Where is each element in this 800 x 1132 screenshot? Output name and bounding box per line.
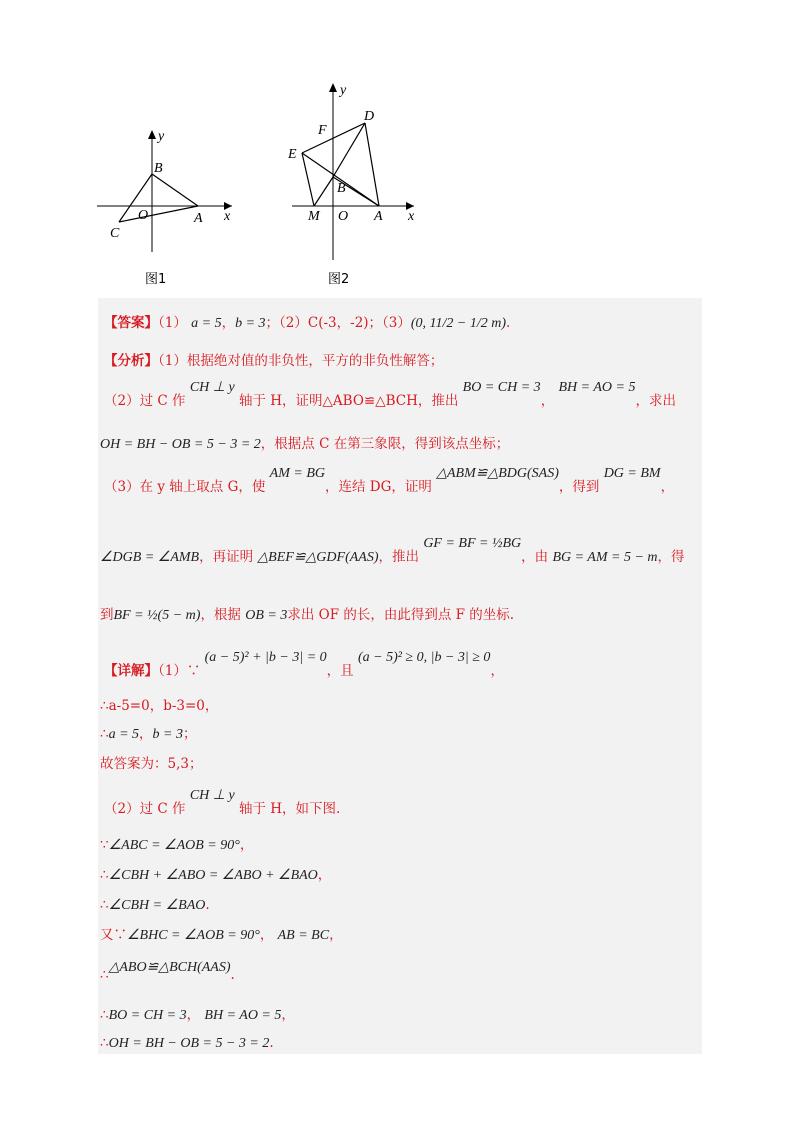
detail-line-10	[100, 960, 235, 985]
analysis-line-1	[104, 352, 443, 370]
analysis-tag: 【分析】	[104, 353, 158, 369]
detail-text-9b: ，	[259, 927, 274, 943]
figure-1	[92, 122, 242, 252]
analysis-text-5c: ，由	[521, 549, 549, 565]
detail-line-5	[104, 788, 341, 819]
analysis-math-2c: BH = AO = 5	[558, 380, 636, 395]
detail-text-6a: ∵	[100, 837, 109, 853]
analysis-math-4b: △ABM≌△BDG(SAS)	[436, 466, 559, 481]
detail-math-6: ∠ABC = ∠AOB = 90°	[108, 838, 240, 853]
analysis-text-2b: 轴于 H，证明△ABO≌△BCH，推出	[238, 393, 459, 409]
fig2-b-label: B	[337, 181, 346, 196]
analysis-line-4	[104, 466, 675, 497]
detail-math-3a: a = 5	[108, 727, 140, 742]
figure-2	[282, 80, 422, 260]
detail-line-1	[104, 650, 504, 681]
analysis-text-4d: ，	[660, 479, 675, 495]
analysis-line-3	[100, 435, 509, 454]
detail-math-12: OH = BH − OB = 5 − 3 = 2	[108, 1036, 270, 1051]
detail-text-11c: ，	[281, 1007, 295, 1023]
detail-text-11b: ，	[186, 1007, 201, 1023]
detail-text-5a: （2）过 C 作	[104, 801, 186, 817]
detail-math-9a: ∠BHC = ∠AOB = 90°	[127, 928, 260, 943]
answer-a-value: a = 5	[191, 316, 222, 331]
analysis-math-2b: BO = CH = 3	[462, 380, 541, 395]
detail-line-4: 故答案为：5,3；	[100, 756, 203, 772]
detail-text-9c: ，	[329, 927, 343, 943]
detail-text-10b: .	[230, 967, 235, 983]
detail-text-1a: （1）∵	[158, 663, 201, 679]
analysis-math-4a: AM = BG	[269, 466, 325, 481]
fig2-a-label: A	[374, 209, 383, 224]
detail-line-12	[100, 1034, 274, 1053]
detail-math-11b: BH = AO = 5	[204, 1008, 282, 1023]
answer-line	[104, 314, 510, 333]
detail-text-10a: ∴	[100, 967, 109, 983]
fig2-o-label: O	[338, 209, 349, 224]
analysis-math-6a: BF = ½(5 − m)	[113, 608, 201, 623]
analysis-text-5a: ，再证明	[199, 549, 254, 565]
detail-math-11a: BO = CH = 3	[108, 1008, 187, 1023]
fig2-d-label: D	[364, 109, 375, 124]
analysis-text-4b: ，连结 DG，证明	[325, 479, 432, 495]
detail-text-12a: ∴	[100, 1035, 109, 1051]
detail-text-7b: ，	[317, 867, 332, 883]
detail-text-8b: .	[205, 897, 210, 913]
detail-math-9b: AB = BC	[277, 928, 330, 943]
fig2-y-label: y	[340, 83, 347, 98]
detail-text-7a: ∴	[100, 867, 109, 883]
analysis-math-5d: BG = AM = 5 − m	[552, 550, 658, 565]
detail-tag: 【详解】	[104, 663, 158, 679]
figure-2-graph	[282, 80, 422, 260]
analysis-text-4c: ，得到	[558, 479, 600, 495]
analysis-text-5b: ，推出	[378, 549, 420, 565]
figure-2-caption: 图2	[328, 272, 350, 287]
detail-text-3b: ，	[139, 726, 153, 742]
detail-math-3b: b = 3	[152, 727, 183, 742]
detail-line-11	[100, 1006, 295, 1025]
fig1-y-label: y	[158, 129, 165, 144]
detail-math-1b: (a − 5)² ≥ 0, |b − 3| ≥ 0	[357, 650, 491, 665]
analysis-text-6c: 求出 OF 的长，由此得到点 F 的坐标.	[287, 607, 515, 623]
detail-math-8: ∠CBH = ∠BAO	[108, 898, 206, 913]
detail-text-12b: .	[269, 1035, 274, 1051]
detail-math-1a: (a − 5)² + |b − 3| = 0	[204, 650, 327, 665]
answer-f-coordinate: (0, 11/2 − 1/2 m)	[410, 316, 507, 331]
detail-line-3	[100, 725, 197, 744]
detail-text-3c: ；	[183, 726, 197, 742]
answer-end: .	[506, 315, 511, 331]
analysis-text-3: ，根据点 C 在第三象限，得到该点坐标；	[260, 436, 510, 452]
detail-text-1b: ，且	[326, 663, 354, 679]
analysis-text-6a: 到	[100, 607, 114, 623]
answer-b-value: b = 3	[235, 316, 266, 331]
analysis-text-4a: （3）在 y 轴上取点 G，使	[104, 479, 266, 495]
figure-1-graph	[92, 122, 242, 252]
answer-tag: 【答案】	[104, 315, 158, 331]
analysis-text-2c: ，	[540, 393, 555, 409]
analysis-line-2	[104, 380, 676, 411]
fig2-e-label: E	[288, 147, 297, 162]
analysis-text-2d: ，求出	[635, 393, 676, 409]
detail-text-9a: 又∵	[100, 927, 127, 943]
answer-part1: （1）	[158, 315, 187, 331]
figure-1-caption: 图1	[145, 272, 167, 287]
detail-math-5: CH ⊥ y	[189, 788, 235, 803]
detail-text-8a: ∴	[100, 897, 109, 913]
fig2-x-label: x	[408, 209, 415, 224]
fig2-f-label: F	[318, 123, 327, 138]
analysis-text-5d: ，得	[657, 549, 685, 565]
fig1-o-label: O	[138, 208, 149, 223]
detail-line-2: ∴a-5=0，b-3=0，	[100, 698, 219, 714]
detail-text-5b: 轴于 H，如下图.	[238, 801, 341, 817]
fig1-x-label: x	[224, 209, 231, 224]
analysis-math-5b: △BEF≌△GDF(AAS)	[257, 550, 379, 565]
detail-math-7: ∠CBH + ∠ABO = ∠ABO + ∠BAO	[108, 868, 318, 883]
analysis-line-5	[100, 536, 685, 567]
detail-line-9	[100, 926, 343, 945]
analysis-math-6b: OB = 3	[245, 608, 288, 623]
detail-text-1c: ，	[490, 663, 504, 679]
detail-text-11a: ∴	[100, 1007, 109, 1023]
fig1-c-label: C	[110, 226, 120, 241]
analysis-text-1: （1）根据绝对值的非负性，平方的非负性解答；	[158, 353, 444, 369]
analysis-math-4c: DG = BM	[603, 466, 661, 481]
detail-text-3a: ∴	[100, 726, 109, 742]
analysis-math-5a: ∠DGB = ∠AMB	[100, 550, 200, 565]
analysis-math-5c: GF = BF = ½BG	[423, 536, 522, 551]
analysis-text-2a: （2）过 C 作	[104, 393, 186, 409]
fig2-m-label: M	[308, 209, 320, 224]
detail-text-6b: ，	[239, 837, 254, 853]
fig1-b-label: B	[154, 161, 163, 176]
analysis-math-3: OH = BH − OB = 5 − 3 = 2	[100, 437, 261, 452]
detail-line-7	[100, 866, 331, 885]
analysis-math-2a: CH ⊥ y	[189, 380, 235, 395]
answer-comma: ，	[221, 315, 236, 331]
detail-line-6	[100, 836, 253, 855]
analysis-line-6	[100, 606, 514, 625]
fig1-a-label: A	[194, 211, 203, 226]
answer-part2: ；（2）C(-3，-2)；（3）	[265, 315, 411, 331]
detail-math-10: △ABO≌△BCH(AAS)	[108, 960, 231, 975]
analysis-text-6b: ，根据	[200, 607, 241, 623]
detail-line-8	[100, 896, 210, 915]
